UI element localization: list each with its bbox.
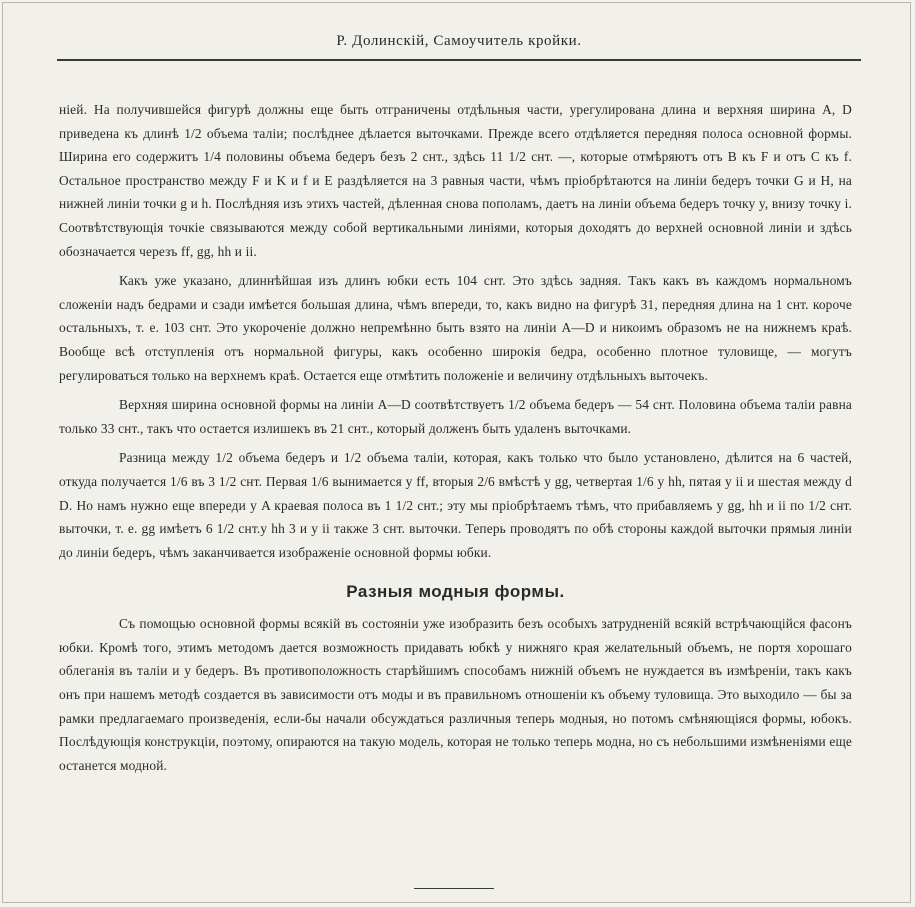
page-body — [59, 98, 852, 783]
paragraph: Съ помощью основной формы всякій въ состояніи уже изобразить безъ особыхъ затрудненій всякій встрѣчающійся фасонъ юбки. Кромѣ того, этимъ методомъ дается возможность придавать юбкѣ у нижняго края желательный объемъ, не портя хорошаго облеганія въ таліи и у бедеръ. Въ противоположность старѣйшимъ способамъ нижній объемъ не нуждается въ измѣреніи, такъ какъ онъ при нашемъ методѣ создается въ зависимости отъ моды и въ правильномъ отношеніи къ объему туловища. Это выходило — бы за рамки предлагаемаго произведенія, если-бы начали обсуждаться различныя теперь модныя, но потомъ смѣняющіяся формы, юбокъ. Послѣдующія конструкціи, поэтому, опираются на такую модель, которая не только теперь модна, но съ небольшими измѣненіями еще останется модной. — [59, 616, 852, 773]
paragraph: Разница между 1/2 объема бедеръ и 1/2 объема таліи, которая, какъ только что было установлено, дѣлится на 6 частей, откуда получается 1/6 въ 3 1/2 снт. Первая 1/6 вынимается y ff, вторыя 2/6 вмѣстѣ y gg, четвертая 1/6 y hh, пятая y ii и шестая между d D. Но намъ нужно еще впереди у A краевая полоса въ 1 1/2 снт.; эту мы пріобрѣтаемъ тѣмъ, что прибавляемъ y gg, hh и ii по 1/2 снт. выточки, т. е. gg имѣетъ 6 1/2 снт.y hh 3 и y ii также 3 снт. выточки. Теперь проводятъ по обѣ стороны каждой выточки прямыя линіи до линіи бедеръ, чѣмъ заканчивается изображеніе основной формы юбки. — [59, 450, 852, 560]
end-rule — [414, 888, 494, 889]
paragraph: Верхняя ширина основной формы на линіи A—D соотвѣтствуетъ 1/2 объема бедеръ — 54 снт. Половина объема таліи равна только 33 снт., такъ что остается излишекъ въ 21 снт., который долженъ быть удаленъ выточками. — [59, 397, 852, 436]
book-page — [2, 2, 911, 903]
paragraph: ніей. На получившейся фигурѣ должны еще быть отграничены отдѣльныя части, урегулирована длина и верхняя ширина A, D приведена къ длинѣ 1/2 объема таліи; послѣднее дѣлается выточками. Прежде всего отдѣляется передняя полоса основной формы. Ширина его содержитъ 1/4 половины объема бедеръ безъ 2 снт., здѣсь 11 1/2 снт. —, которые отмѣряютъ отъ B къ F и отъ C къ f. Остальное пространство между F и K и f и E раздѣляется на 3 равныя части, чѣмъ пріобрѣтаются на линіи бедеръ точки G и H, на нижней линіи точки g и h. Послѣдняя изъ этихъ частей, дѣленная снова пополамъ, даетъ на линіи объема бедеръ точку y, внизу точку i. Соотвѣтствующія точкіе связываются между собой вертикальными линіями, которыя доходятъ до верхней основной линіи и здѣсь обозначается черезъ ff, gg, hh и ii. — [59, 102, 852, 259]
running-header: Р. Долинскій, Самоучитель кройки. — [336, 33, 582, 49]
paragraph: Какъ уже указано, длиннѣйшая изъ длинъ юбки есть 104 снт. Это здѣсь задняя. Такъ какъ въ каждомъ нормальномъ сложеніи надъ бедрами и сзади имѣется большая длина, чѣмъ впереди, то, какъ видно на фигурѣ 31, передняя длина на 1 снт. короче остальныхъ, т. е. 103 снт. Это укороченіе должно непремѣнно быть взято на линіи A—D и никоимъ образомъ не на нижнемъ краѣ. Вообще всѣ отступленія отъ нормальной фигуры, какъ особенно широкія бедра, особенно плотное туловище, — могутъ регулироваться только на верхнемъ краѣ. Остается еще отмѣтить положеніе и величину отдѣльныхъ выточекъ. — [59, 273, 852, 383]
section-heading: Разныя модныя формы. — [346, 582, 565, 602]
header-rule — [57, 59, 861, 61]
